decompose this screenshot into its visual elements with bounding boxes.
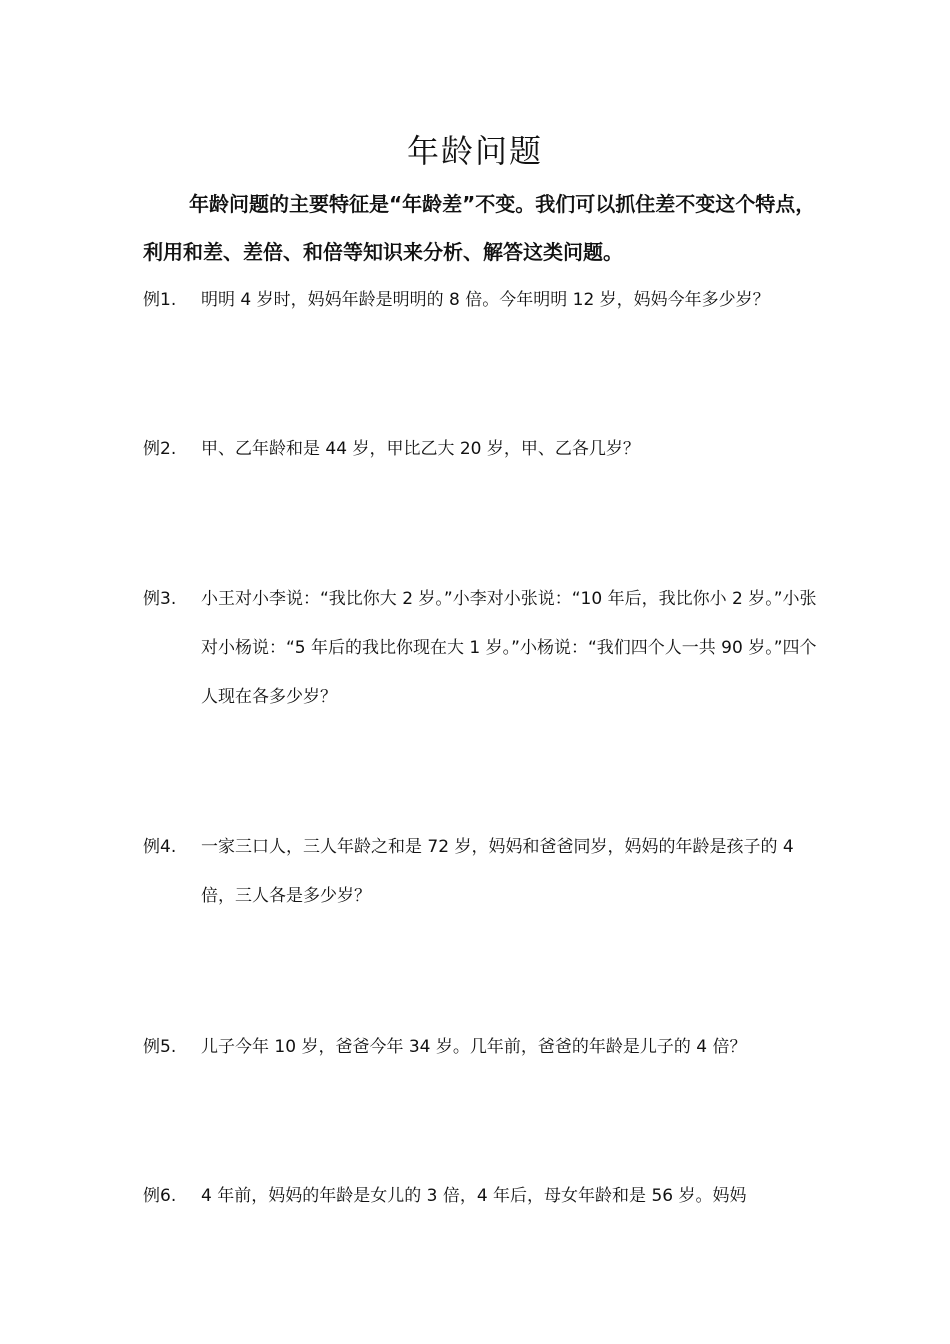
example-text: 甲、乙年龄和是 44 岁，甲比乙大 20 岁，甲、乙各几岁？ [201, 439, 640, 459]
example-text: 4 年前，妈妈的年龄是女儿的 3 倍，4 年后，母女年龄和是 56 岁。妈妈 [201, 1186, 747, 1206]
example-text: 小王对小李说：“我比你大 2 岁。”小李对小张说：“10 年后，我比你小 2 岁。”小张对小杨说：“5 年后的我比你现在大 1 岁。”小杨说：“我们四个人一共 90 岁。”四个人现在各多少岁？ [201, 589, 817, 707]
example-3 [143, 575, 823, 722]
example-text: 儿子今年 10 岁，爸爸今年 34 岁。几年前，爸爸的年龄是儿子的 4 倍？ [201, 1037, 747, 1057]
example-label: 例2. [143, 439, 177, 459]
example-4 [143, 823, 823, 921]
example-text: 一家三口人，三人年龄之和是 72 岁，妈妈和爸爸同岁，妈妈的年龄是孩子的 4 倍，三人各是多少岁？ [201, 837, 794, 906]
example-label: 例1. [143, 290, 177, 310]
example-label: 例3. [143, 589, 177, 609]
example-label: 例6. [143, 1186, 177, 1206]
page-title: 年龄问题 [406, 132, 543, 170]
example-label: 例4. [143, 837, 177, 857]
example-label: 例5. [143, 1037, 177, 1057]
example-5 [143, 1023, 823, 1072]
intro-paragraph: 年龄问题的主要特征是“年龄差”不变。我们可以抓住差不变这个特点，利用和差、差倍、和倍等知识来分析、解答这类问题。 [143, 192, 816, 264]
example-1 [143, 276, 823, 325]
example-2 [143, 425, 823, 474]
example-6 [143, 1172, 823, 1221]
example-text: 明明 4 岁时，妈妈年龄是明明的 8 倍。今年明明 12 岁，妈妈今年多少岁？ [201, 290, 770, 310]
